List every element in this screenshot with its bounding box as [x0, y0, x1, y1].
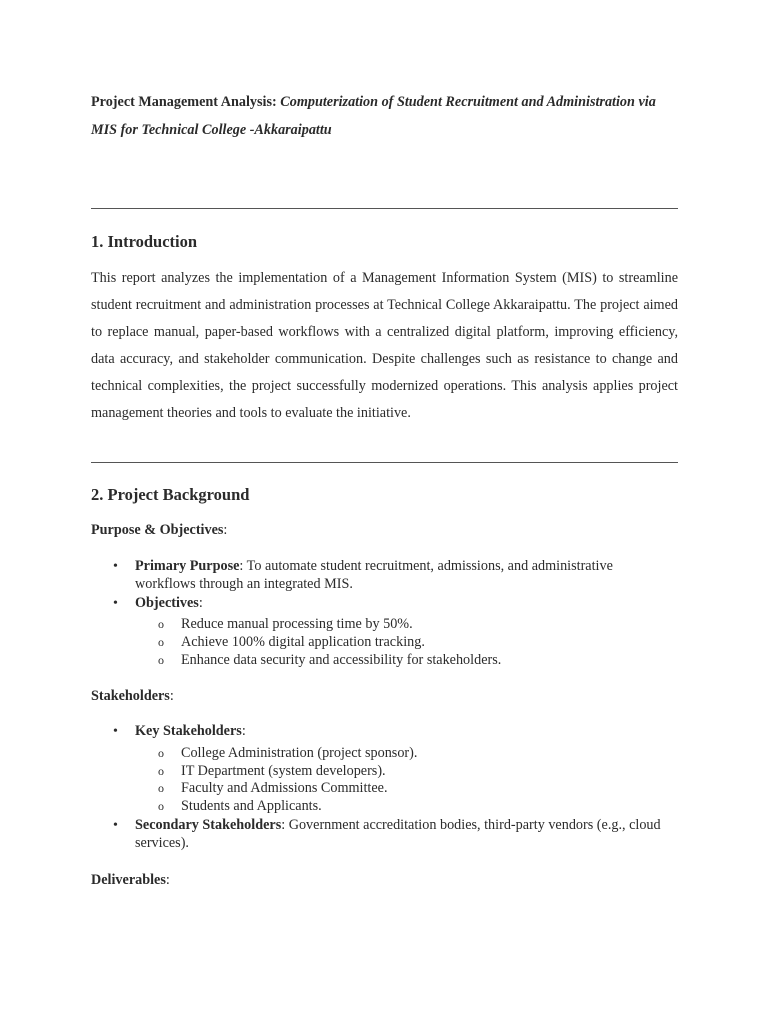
objectives-label: Objectives: [135, 595, 199, 611]
stakeholders-colon: :: [169, 688, 174, 704]
bullet-icon: •: [113, 596, 118, 611]
stakeholder-text: Faculty and Admissions Committee.: [181, 780, 388, 796]
secondary-stakeholders-text: : Government accreditation bodies, third-party vendors (e.g., cloud services).: [135, 817, 661, 851]
introduction-body: This report analyzes the implementation of a Management Information System (MIS) to streamline student recruitment and administration processes at Technical College Akkaraipattu. The project aimed to replace manual, paper-based workflows with a centralized digital platform, improving efficiency, data accuracy, and stakeholder communication. Despite challenges such as resistance to change and technical complexities, the project successfully modernized operations. This analysis applies project management theories and tools to evaluate the initiative.: [91, 270, 678, 421]
circle-bullet-icon: o: [158, 799, 164, 813]
stakeholders-label-text: Stakeholders: [91, 688, 170, 704]
deliverables-colon: :: [165, 872, 170, 888]
background-heading: 2. Project Background: [91, 485, 250, 504]
bullet-icon: •: [113, 724, 118, 739]
list-item-key-stakeholders: [113, 723, 675, 741]
list-item-primary-purpose: [113, 558, 675, 593]
objective-text: Achieve 100% digital application tracking.: [181, 634, 425, 650]
title-prefix: Project Management Analysis:: [91, 94, 281, 110]
deliverables-label-text: Deliverables: [91, 872, 166, 888]
primary-purpose-label: Primary Purpose: [135, 558, 240, 574]
list-item-objectives: [113, 595, 675, 613]
stakeholder-text: Students and Applicants.: [181, 798, 322, 814]
circle-bullet-icon: o: [158, 617, 164, 631]
list-item-secondary-stakeholders: [113, 817, 675, 852]
list-item-stakeholder: [158, 780, 661, 798]
bullet-icon: •: [113, 559, 118, 574]
circle-bullet-icon: o: [158, 764, 164, 778]
primary-purpose-text: : To automate student recruitment, admissions, and administrative workflows through an integrated MIS.: [135, 558, 613, 592]
key-stakeholders-label: Key Stakeholders: [135, 723, 242, 739]
circle-bullet-icon: o: [158, 746, 164, 760]
stakeholder-text: College Administration (project sponsor).: [181, 745, 418, 761]
divider-1: [91, 208, 678, 209]
stakeholder-text: IT Department (system developers).: [181, 763, 386, 779]
purpose-colon: :: [223, 522, 228, 538]
list-item-stakeholder: [158, 745, 661, 763]
divider-2: [91, 462, 678, 463]
objective-text: Reduce manual processing time by 50%.: [181, 616, 413, 632]
secondary-stakeholders-label: Secondary Stakeholders: [135, 817, 282, 833]
bullet-icon: •: [113, 818, 118, 833]
deliverables-label: [91, 871, 170, 889]
purpose-label-text: Purpose & Objectives: [91, 522, 224, 538]
introduction-heading: 1. Introduction: [91, 232, 198, 251]
list-item-objective: [158, 652, 661, 670]
list-item-stakeholder: [158, 763, 661, 781]
stakeholders-label: [91, 687, 174, 705]
circle-bullet-icon: o: [158, 635, 164, 649]
list-item-objective: [158, 616, 661, 634]
document-title: [91, 88, 681, 144]
objective-text: Enhance data security and accessibility for stakeholders.: [181, 652, 502, 668]
title-subtitle: Computerization of Student Recruitment and Administration via MIS for Technical College -Akkaraipattu: [91, 94, 656, 138]
circle-bullet-icon: o: [158, 781, 164, 795]
circle-bullet-icon: o: [158, 653, 164, 667]
list-item-objective: [158, 634, 661, 652]
key-stakeholders-colon: :: [241, 723, 246, 739]
purpose-label: [91, 521, 227, 539]
list-item-stakeholder: [158, 798, 661, 816]
objectives-colon: :: [198, 595, 203, 611]
